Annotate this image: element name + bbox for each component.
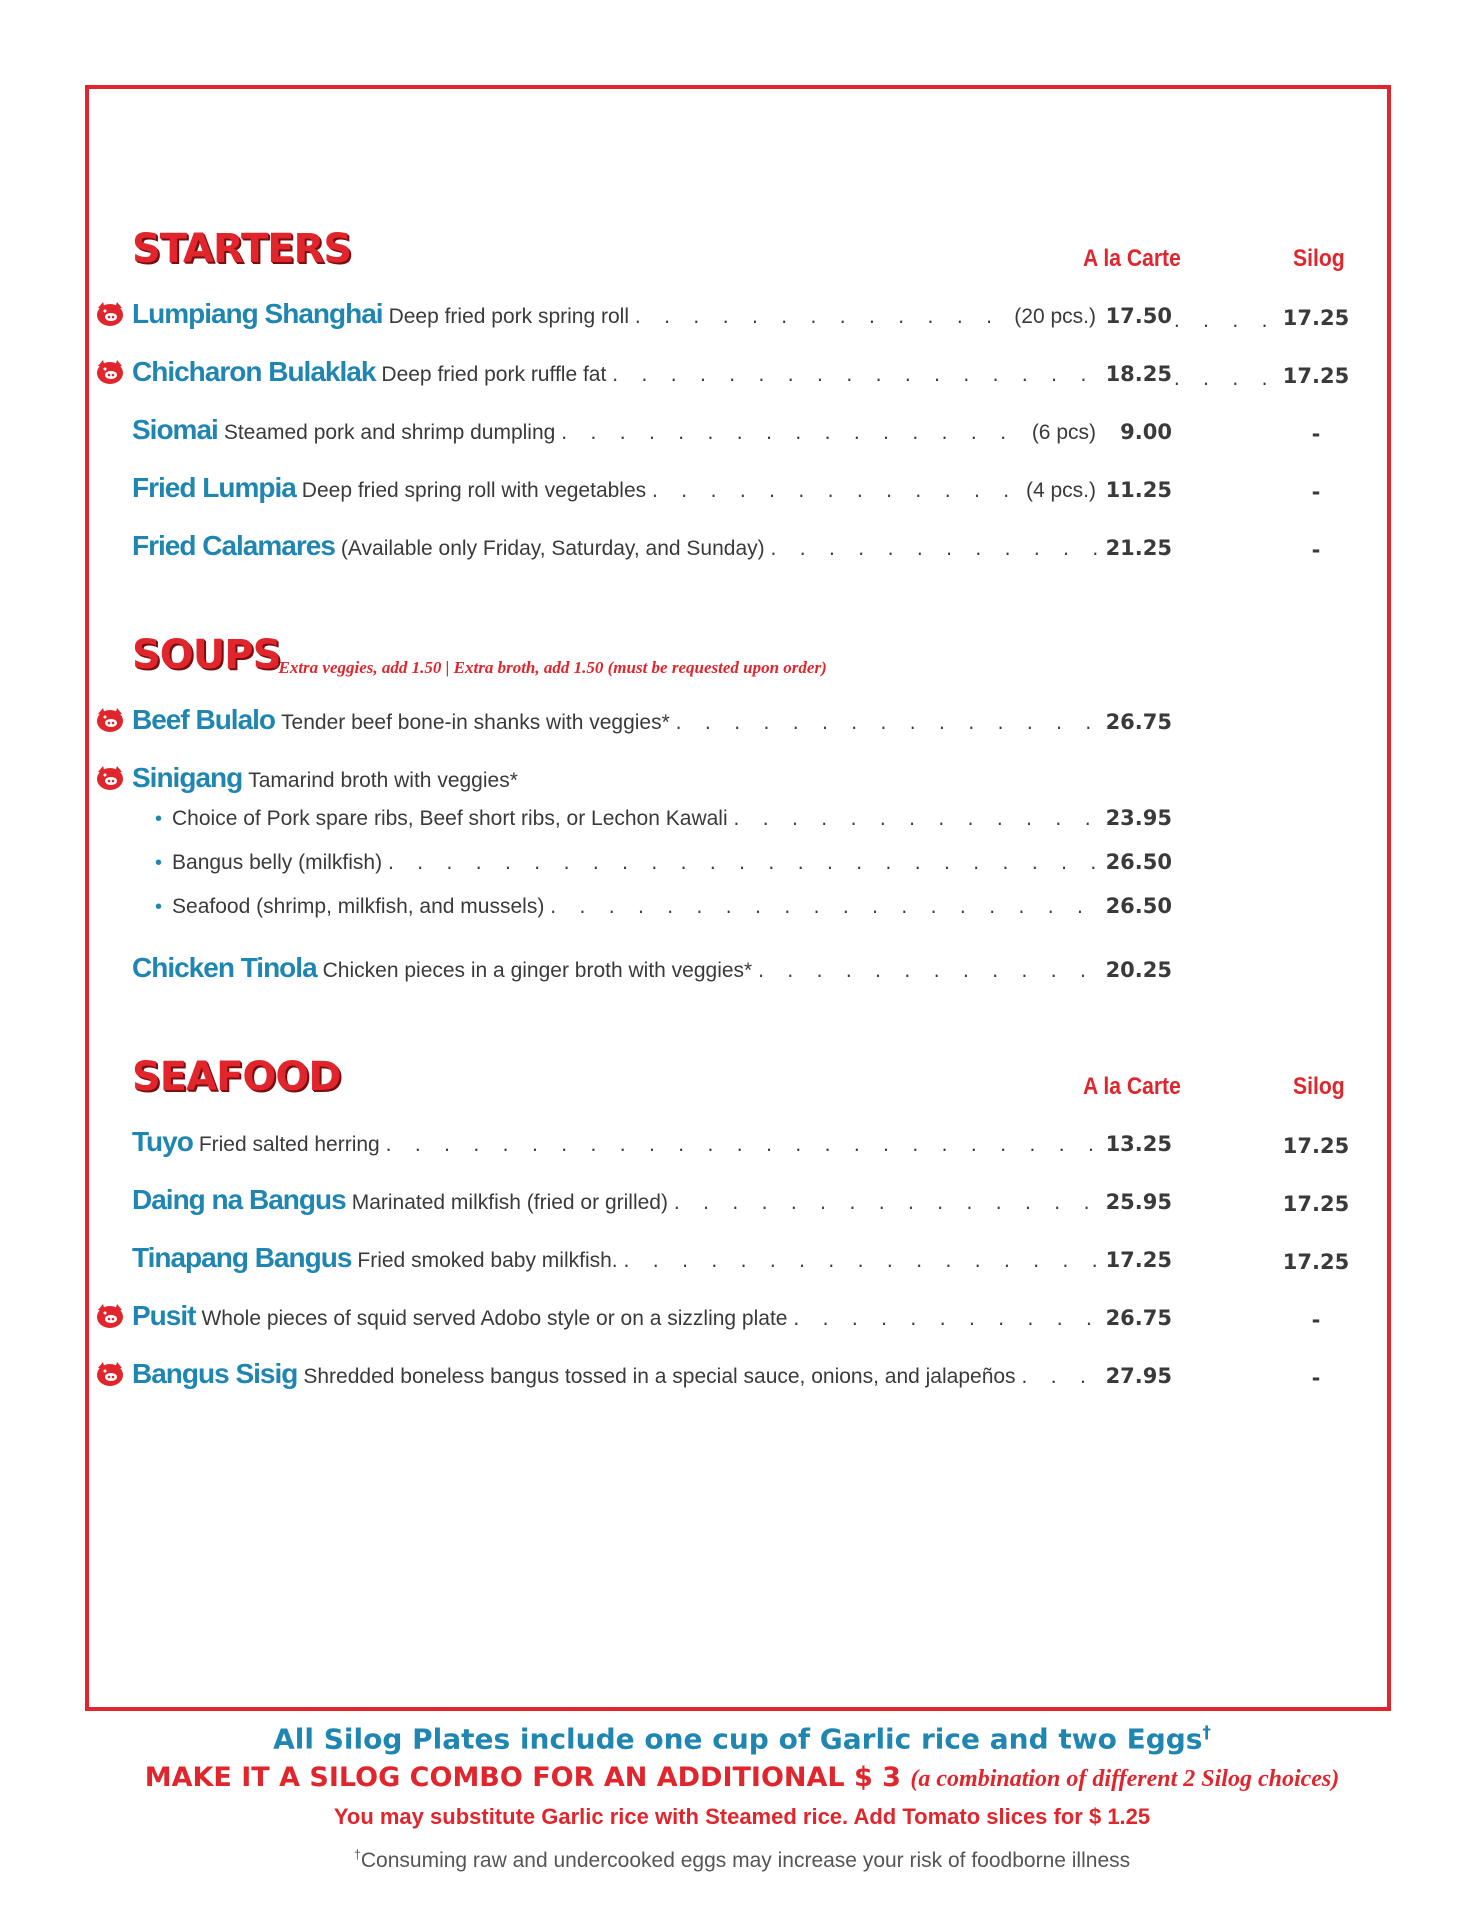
pig-face-icon [95, 764, 125, 792]
dot-leader [791, 1310, 1098, 1329]
silog-dot-leader [1172, 312, 1267, 331]
soup-sub-item [155, 806, 1172, 846]
item-price: 20.25 [1105, 958, 1172, 982]
starters-title: STARTERS [132, 226, 352, 272]
item-silog-price: 17.25 [1282, 1192, 1350, 1216]
item-price: 17.25 [1105, 1248, 1172, 1272]
seafood-a-la-carte-header: A la Carte [1083, 1073, 1181, 1100]
seafood-item [132, 1184, 1172, 1224]
item-price: 11.25 [1105, 478, 1172, 502]
pig-face-icon [95, 300, 125, 328]
pig-face-icon [95, 1360, 125, 1388]
seafood-item [132, 1126, 1172, 1166]
dot-leader [633, 308, 1010, 327]
dot-leader [732, 810, 1098, 829]
item-name: Pusit [132, 1300, 196, 1331]
seafood-item [132, 1300, 1172, 1340]
food-safety-text: Consuming raw and undercooked eggs may increase your risk of foodborne illness [360, 1849, 1131, 1872]
combo-offer-note: (a combination of different 2 Silog choices) [910, 1766, 1340, 1792]
item-price: 13.25 [1105, 1132, 1172, 1156]
item-price: 18.25 [1105, 362, 1172, 386]
seafood-item [132, 1242, 1172, 1282]
item-silog-price: - [1311, 538, 1321, 562]
item-quantity: (6 pcs) [1031, 421, 1096, 444]
item-price: 17.50 [1105, 304, 1172, 328]
dot-leader [384, 1136, 1098, 1155]
seafood-item [132, 1358, 1172, 1398]
item-name: Fried Lumpia [132, 472, 296, 503]
starter-item [132, 530, 1172, 570]
item-name: Chicharon Bulaklak [132, 356, 376, 387]
item-name: Tinapang Bangus [132, 1242, 352, 1273]
item-quantity: (20 pcs.) [1014, 305, 1096, 328]
item-price: 26.50 [1105, 850, 1172, 874]
item-description: Seafood (shrimp, milkfish, and mussels) [172, 895, 545, 918]
soups-note: *Extra veggies, add 1.50 | Extra broth, add 1.50 (must be requested upon order) [270, 658, 827, 677]
soup-item [132, 762, 1172, 802]
item-silog-price: - [1311, 480, 1321, 504]
dot-leader [559, 424, 1027, 443]
starter-item [132, 356, 1172, 396]
item-silog-price: 17.25 [1282, 1250, 1350, 1274]
item-name: Chicken Tinola [132, 952, 317, 983]
dot-leader [386, 854, 1098, 873]
soup-sub-item [155, 850, 1172, 890]
dagger-mark: † [353, 1848, 361, 1862]
item-name: Sinigang [132, 762, 243, 793]
item-description: Whole pieces of squid served Adobo style or on a sizzling plate [201, 1307, 788, 1330]
starter-item [132, 298, 1172, 338]
item-description: (Available only Friday, Saturday, and Sunday) [340, 537, 765, 560]
soup-item [132, 952, 1172, 992]
item-description: Deep fried spring roll with vegetables [301, 479, 647, 502]
dot-leader [674, 714, 1098, 733]
soup-sub-item [155, 894, 1172, 934]
item-description: Tamarind broth with veggies* [248, 769, 518, 792]
pig-face-icon [95, 358, 125, 386]
soup-item [132, 704, 1172, 744]
rice-substitution-note: You may substitute Garlic rice with Steamed rice. Add Tomato slices for $ 1.25 [333, 1804, 1151, 1829]
item-price: 26.75 [1105, 1306, 1172, 1330]
starters-silog-header: Silog [1293, 245, 1345, 272]
item-description: Deep fried pork spring roll [388, 305, 630, 328]
item-name: Beef Bulalo [132, 704, 276, 735]
soups-title: SOUPS [132, 632, 281, 678]
dagger-mark: † [1202, 1722, 1211, 1742]
item-silog-price: - [1311, 422, 1321, 446]
food-safety-warning [0, 1848, 1484, 1873]
item-silog-price: - [1311, 1366, 1321, 1390]
dot-leader [756, 962, 1098, 981]
item-description: Choice of Pork spare ribs, Beef short ribs, or Lechon Kawali [172, 807, 728, 830]
starter-item [132, 414, 1172, 454]
seafood-silog-header: Silog [1293, 1073, 1345, 1100]
item-silog-price: 17.25 [1282, 306, 1350, 330]
item-silog-price: 17.25 [1282, 364, 1350, 388]
item-description: Chicken pieces in a ginger broth with veggies* [322, 959, 753, 982]
item-price: 27.95 [1105, 1364, 1172, 1388]
dot-leader [548, 898, 1098, 917]
bullet-icon: • [155, 808, 163, 830]
item-price: 21.25 [1105, 536, 1172, 560]
item-name: Tuyo [132, 1126, 193, 1157]
bullet-icon: • [155, 852, 163, 874]
item-name: Fried Calamares [132, 530, 335, 561]
pig-face-icon [95, 706, 125, 734]
dot-leader [769, 540, 1098, 559]
dot-leader [610, 366, 1098, 385]
dot-leader [1020, 1368, 1098, 1387]
item-description: Shredded boneless bangus tossed in a special sauce, onions, and jalapeños [303, 1365, 1016, 1388]
dot-leader [650, 482, 1022, 501]
item-quantity: (4 pcs.) [1025, 479, 1096, 502]
starter-item [132, 472, 1172, 512]
item-price: 25.95 [1105, 1190, 1172, 1214]
item-description: Fried smoked baby milkfish. [357, 1249, 618, 1272]
starters-a-la-carte-header: A la Carte [1083, 245, 1181, 272]
silog-dot-leader [1172, 370, 1267, 389]
item-price: 26.75 [1105, 710, 1172, 734]
item-name: Lumpiang Shanghai [132, 298, 383, 329]
item-silog-price: - [1311, 1308, 1321, 1332]
combo-offer-text: MAKE IT A SILOG COMBO FOR AN ADDITIONAL $ 3 [144, 1762, 901, 1793]
item-description: Tender beef bone-in shanks with veggies* [281, 711, 670, 734]
dot-leader [622, 1252, 1098, 1271]
item-description: Steamed pork and shrimp dumpling [223, 421, 556, 444]
silog-plates-info [0, 1722, 1484, 1755]
silog-combo-offer [0, 1762, 1484, 1793]
item-description: Deep fried pork ruffle fat [381, 363, 607, 386]
item-name: Bangus Sisig [132, 1358, 298, 1389]
item-name: Siomai [132, 414, 218, 445]
item-description: Fried salted herring [198, 1133, 380, 1156]
item-price: 26.50 [1105, 894, 1172, 918]
item-price: 9.00 [1120, 420, 1172, 444]
item-name: Daing na Bangus [132, 1184, 346, 1215]
bullet-icon: • [155, 896, 163, 918]
item-price: 23.95 [1105, 806, 1172, 830]
seafood-title: SEAFOOD [132, 1054, 341, 1100]
item-description: Bangus belly (milkfish) [172, 851, 383, 874]
item-description: Marinated milkfish (fried or grilled) [351, 1191, 668, 1214]
item-silog-price: 17.25 [1282, 1134, 1350, 1158]
dot-leader [672, 1194, 1098, 1213]
silog-plates-text: All Silog Plates include one cup of Garlic rice and two Eggs [273, 1722, 1203, 1756]
pig-face-icon [95, 1302, 125, 1330]
